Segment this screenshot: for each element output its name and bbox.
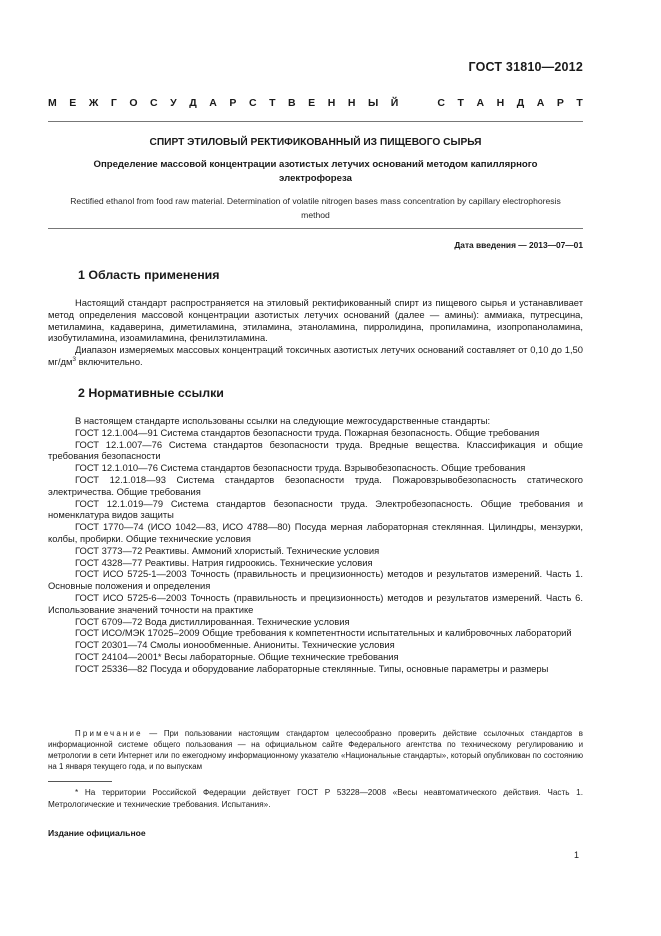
reference-item: ГОСТ 3773—72 Реактивы. Аммоний хлористый. Технические условия [75,544,380,556]
reference-item: ГОСТ 12.1.007—76 Система стандартов безопасности труда. Вредные вещества. Классификация и общие требования безопасности [48,438,583,462]
banner-letter: В [288,97,296,109]
footnote [48,787,583,811]
banner-letter: Н [496,97,505,109]
reference-item: ГОСТ ИСО/МЭК 17025–2009 Общие требования к компетентности испытательных и калибровочных лабораторий [75,627,572,639]
reference-item: ГОСТ 6709—72 Вода дистиллированная. Технические условия [75,615,350,627]
document-subtitle: Определение массовой концентрации азотистых летучих оснований методом капиллярного электрофореза [93,159,538,184]
banner-letter: Д [189,97,197,109]
reference-item: ГОСТ 24104—2001* Весы лабораторные. Общие технические требования [75,650,399,662]
range-paragraph [48,344,583,368]
banner-letter: Т [457,97,464,109]
section-1-body [48,297,583,368]
reference-item: ГОСТ 12.1.004—91 Система стандартов безопасности труда. Пожарная безопасность. Общие требования [75,426,540,438]
reference-item: ГОСТ 20301—74 Смолы ионообменные. Аниониты. Технические условия [75,639,395,651]
official-edition-label: Издание официальное [48,828,146,838]
banner-letter: М [48,97,57,109]
banner-letter: А [476,97,485,109]
introduction-date: Дата введения — 2013—07—01 [454,240,583,250]
reference-item: ГОСТ ИСО 5725-1—2003 Точность (правильность и прецизионность) методов и результатов измерений. Часть 1. Основные положения и определения [48,568,583,592]
banner-letter: Ж [88,97,99,109]
banner-letter: Р [229,97,237,109]
banner-letter: А [209,97,217,109]
banner-letter: О [129,97,138,109]
unit-superscript: 3 [72,355,77,363]
banner-letter: Т [269,97,276,109]
document-code: ГОСТ 31810—2012 [468,60,583,74]
reference-item: ГОСТ 12.1.018—93 Система стандартов безопасности труда. Пожаровзрывобезопасность статического электричества. Общие требования [48,473,583,497]
reference-item: ГОСТ 1770—74 (ИСО 1042—83, ИСО 4788—80) Посуда мерная лабораторная стеклянная. Цилиндры, мензурки, колбы, пробирки. Общие технические условия [48,521,583,544]
note-paragraph [48,728,583,772]
section-2-heading: 2 Нормативные ссылки [78,386,224,400]
banner-letter: Ы [367,97,379,109]
references-note [48,728,583,772]
range-text: Диапазон измеряемых массовых концентраций токсичных азотистых летучих оснований составляет от 0,10 до 1,50 мг/дм [48,344,583,367]
section-1-heading: 1 Область применения [78,268,220,282]
banner-letter: У [170,97,177,109]
note-label: Примечание [75,729,143,738]
banner-gap [411,97,425,109]
reference-item: ГОСТ ИСО 5725-6—2003 Точность (правильность и прецизионность) методов и результатов измерений. Часть 6. Использование значений точности на практике [48,591,583,615]
banner-letter: Н [327,97,336,109]
reference-item: ГОСТ 12.1.019—79 Система стандартов безопасности труда. Электробезопасность. Общие требования и номенклатура видов защиты [48,497,583,521]
reference-item: ГОСТ 4328—77 Реактивы. Натрия гидроокись. Технические условия [75,556,373,568]
banner-letter: Й [390,97,399,109]
scope-paragraph: Настоящий стандарт распространяется на этиловый ректификованный спирт из пищевого сырья и устанавливает метод определения массовой концентрации азотистых летучих оснований (далее — амины): аммиака, путресцина, метиламина, кадаверина, диметиламина, этиламина, этаноламина, пирролидина, пропиламина, изопропаноламина, изобутиламина, изоамиламина, фенилэтиламина. [48,297,583,344]
reference-item: ГОСТ 25336—82 Посуда и оборудование лабораторные стеклянные. Типы, основные параметры и размеры [75,662,549,674]
document-title: СПИРТ ЭТИЛОВЫЙ РЕКТИФИКОВАННЫЙ ИЗ ПИЩЕВОГО СЫРЬЯ [149,137,482,148]
banner-letter: С [437,97,445,109]
section-2-body [48,415,583,675]
banner-letter: А [536,97,545,109]
banner-letter: Е [69,97,77,109]
title-rule [48,228,583,229]
standard-banner [48,97,583,109]
banner-letter: Т [576,97,583,109]
banner-letter: Н [347,97,356,109]
header-rule [48,121,583,122]
page-number: 1 [573,850,579,860]
banner-letter: С [248,97,257,109]
banner-letter: Е [308,97,316,109]
note-text: — При пользовании настоящим стандартом целесообразно проверить действие ссылочных стандартов в информационной системе общего пользования — на официальном сайте Федерального агентства по техническому регулированию и метрологии в сети Интернет или по ежегодному информационному указателю «Национальные стандарты», который опубликован по состоянию на 1 января текущего года, и по выпускам [48,729,583,771]
reference-item: ГОСТ 12.1.010—76 Система стандартов безопасности труда. Взрывобезопасность. Общие требования [75,462,526,474]
footnote-rule [48,781,112,782]
references-lead: В настоящем стандарте использованы ссылки на следующие межгосударственные стандарты: [75,415,491,426]
banner-letter: Д [516,97,525,109]
english-title: Rectified ethanol from food raw material. Determination of volatile nitrogen bases mass concentration by capillary electrophoresis method [70,196,561,220]
banner-letter: С [150,97,158,109]
footnote-text: * На территории Российской Федерации действует ГОСТ Р 53228—2008 «Весы неавтоматического действия. Часть 1. Метрологические и технические требования. Испытания». [48,788,583,810]
banner-letter: Г [110,97,117,109]
banner-letter: Р [556,97,564,109]
range-text-end: включительно. [76,355,143,367]
